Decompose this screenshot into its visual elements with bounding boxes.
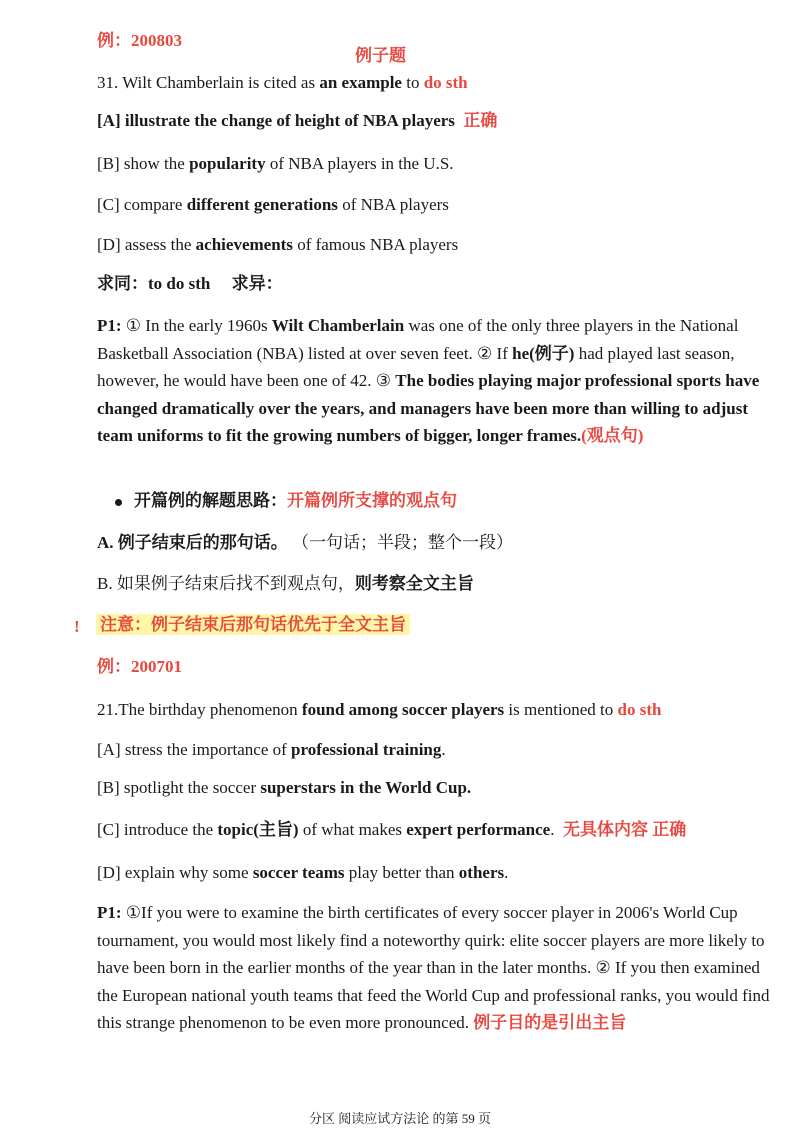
- p1-soccer-label: P1:: [97, 903, 126, 922]
- same-diff-line: [97, 273, 770, 295]
- q21-d-post: .: [504, 863, 509, 882]
- opt-c-post: of NBA players: [337, 195, 449, 214]
- q31-text: 31. Wilt Chamberlain is cited as: [97, 73, 320, 92]
- q21-option-c: [97, 819, 770, 841]
- opt-b-bold: popularity: [189, 154, 266, 173]
- diff-label: 求异：: [231, 274, 283, 293]
- example-label-2: 例：200701: [97, 657, 182, 676]
- opt-d-bold: achievements: [195, 235, 293, 254]
- q21-option-a: [97, 739, 770, 761]
- q21-c-pre: [C] introduce the: [97, 820, 218, 839]
- q21-option-b: [97, 777, 770, 799]
- tip-a-normal: （一句话；半段；整个一段）: [292, 533, 514, 552]
- opt-b-pre: [B] show the: [97, 154, 190, 173]
- opt-c-pre: [C] compare: [97, 195, 187, 214]
- q21-c-post: .: [550, 820, 555, 839]
- p1-s1-bold: Wilt Chamberlain: [271, 316, 405, 335]
- q21-mid: is mentioned to: [504, 700, 618, 719]
- notice-text: 注意：例子结束后那句话优先于全文主旨: [96, 614, 410, 635]
- question-31: [97, 72, 770, 94]
- tip-b: [97, 573, 770, 595]
- opt-a-note: 正确: [463, 111, 498, 130]
- bullet-red: 开篇例所支撑的观点句: [287, 491, 457, 510]
- q31-bold: an example: [319, 73, 402, 92]
- passage-p1-soccer: [97, 899, 777, 1037]
- p1-s3-bold: The bodies playing major professional sports have changed dramatically over the years, and managers have been more than willing to adjust team uniforms to fit the growing numbers of bigger, longer frames.: [97, 371, 760, 445]
- q31-option-b: [97, 153, 770, 175]
- notice-line: [96, 614, 770, 636]
- notice-mark: !: [74, 617, 80, 636]
- opt-b-post: of NBA players in the U.S.: [265, 154, 454, 173]
- example-label-1: 例：200803: [97, 31, 182, 50]
- bullet-dot-icon: [115, 499, 122, 506]
- q21-c-mid: of what makes: [298, 820, 407, 839]
- tip-bullet: [115, 490, 770, 512]
- opt-a-text: [A] illustrate the change of height of NBA players: [97, 111, 455, 130]
- page-footer: 分区 阅读应试方法论 的第 59 页: [308, 1111, 491, 1126]
- q21-b-pre: [B] spotlight the soccer: [97, 778, 261, 797]
- q21-a-pre: [A] stress the importance of: [97, 740, 292, 759]
- tip-b-bold: 则考察全文主旨: [354, 574, 474, 593]
- p1-s1-pre: ① In the early 1960s: [125, 316, 272, 335]
- q21-d-bold: soccer teams: [252, 863, 345, 882]
- p1-he: he(例子): [512, 343, 575, 363]
- opt-d-post: of famous NBA players: [292, 235, 459, 254]
- q31-option-c: [97, 194, 770, 216]
- q21-a-post: .: [441, 740, 446, 759]
- q21-red: do sth: [617, 700, 662, 719]
- q31-to: to: [401, 73, 424, 92]
- q21-c-bold: topic(主旨): [217, 820, 299, 839]
- p1-s2-post: had played last season, however, he would have been one of 42. ③: [97, 343, 735, 390]
- q21-pre: 21.The birthday phenomenon: [97, 700, 302, 719]
- bullet-black: 开篇例的解题思路：: [134, 491, 287, 510]
- q21-d-bold2: others: [458, 863, 505, 882]
- q21-d-mid: play better than: [344, 863, 459, 882]
- tip-a: [97, 532, 770, 554]
- section-heading: 例子题: [355, 46, 406, 65]
- q21-c-bold2: expert performance: [406, 820, 551, 839]
- p1-note: (观点句): [581, 426, 644, 445]
- tip-a-bold: A. 例子结束后的那句话。: [97, 533, 288, 552]
- question-21: [97, 699, 770, 721]
- p1-soccer-text: ①If you were to examine the birth certificates of every soccer player in 2006's World Cup tournament, you would most likely find a noteworthy quirk: elite soccer players are more likely to have been born in the earlier months of the year than in the later months. ② If you then examined the European national youth teams that feed the World Cup and professional ranks, you would find this strange phenomenon to be even more pronounced.: [97, 903, 770, 1032]
- q21-d-pre: [D] explain why some: [97, 863, 253, 882]
- q31-option-d: [97, 234, 770, 256]
- q21-a-bold: professional training: [291, 740, 442, 759]
- q21-bold: found among soccer players: [301, 700, 505, 719]
- p1-s1-post: was one of the only three players in the National Basketball Association (NBA) listed at over seven feet. ② If: [97, 316, 739, 363]
- q31-red: do sth: [423, 73, 468, 92]
- q21-b-bold: superstars in the World Cup.: [260, 778, 472, 797]
- opt-d-pre: [D] assess the: [97, 235, 196, 254]
- q21-c-note: 无具体内容 正确: [562, 820, 687, 839]
- p1-label: P1:: [97, 316, 126, 335]
- q21-option-d: [97, 862, 770, 884]
- tip-b-normal: B. 如果例子结束后找不到观点句，: [97, 574, 355, 593]
- p1-soccer-note: 例子目的是引出主旨: [473, 1013, 627, 1032]
- q31-option-a: [97, 110, 770, 132]
- same-label: 求同：to do sth: [97, 274, 211, 293]
- passage-p1-nba: [97, 312, 777, 450]
- opt-c-bold: different generations: [186, 195, 338, 214]
